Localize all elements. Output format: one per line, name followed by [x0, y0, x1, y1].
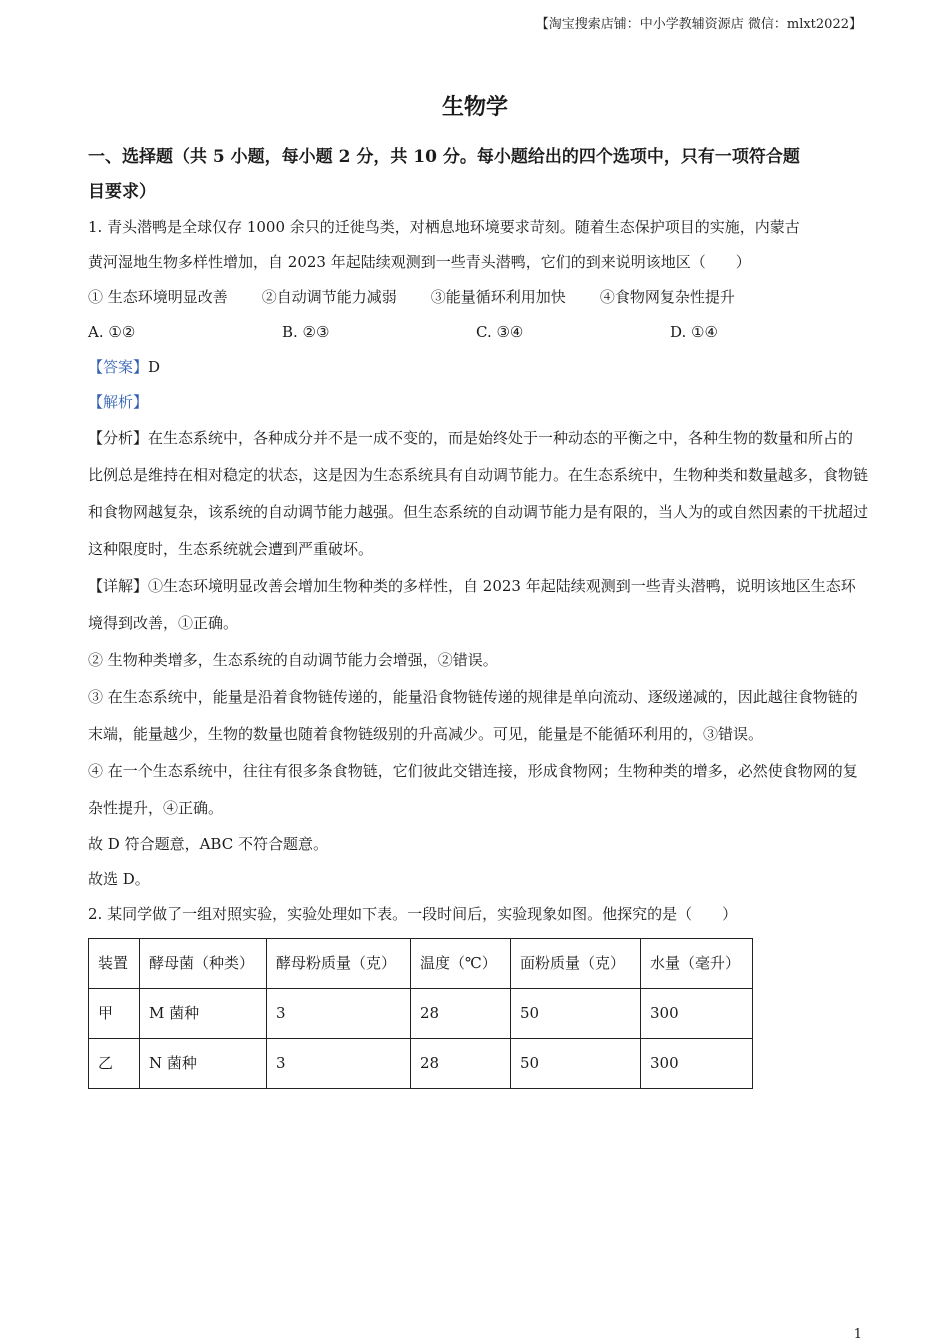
q1-statement: ③能量循环利用加快: [430, 288, 566, 306]
q1-conclusion-1: 故 D 符合题意，ABC 不符合题意。: [88, 835, 328, 853]
q1-xiangjie-2: ② 生物种类增多，生态系统的自动调节能力会增强，②错误。: [88, 651, 498, 669]
q1-xiangjie-3: ③ 在生态系统中，能量是沿着食物链传递的，能量沿食物链传递的规律是单向流动、逐级递减的，因此越往食物链的末端，能量越少，生物的数量也随着食物链级别的升高减少。可见，能量是不能循环利用的，③错误。: [88, 688, 858, 743]
table-header-row: [89, 939, 753, 989]
table-cell: 300: [641, 1039, 753, 1089]
table-cell: 3: [267, 1039, 411, 1089]
section-heading-line2: 目要求）: [88, 182, 156, 202]
q1-statement: ④食物网复杂性提升: [599, 288, 735, 306]
page-title: 生物学: [441, 94, 508, 120]
q1-choice-b: B. ②③: [282, 323, 330, 341]
q2-stem: 2. 某同学做了一组对照实验，实验处理如下表。一段时间后，实验现象如图。他探究的是（ ）: [88, 905, 738, 923]
q1-xiangjie-4: ④ 在一个生态系统中，往往有很多条食物链，它们彼此交错连接，形成食物网；生物种类的增多，必然使食物网的复杂性提升，④正确。: [88, 762, 858, 817]
table-cell: 甲: [89, 989, 140, 1039]
table-header-cell: 水量（毫升）: [641, 939, 753, 989]
table-header-cell: 酵母菌（种类）: [140, 939, 267, 989]
q1-statement: ① 生态环境明显改善: [88, 288, 228, 306]
section-heading-line1: 一、选择题（共 5 小题，每小题 2 分，共 10 分。每小题给出的四个选项中，只有一项符合题: [88, 147, 800, 167]
table-header-cell: 温度（℃）: [411, 939, 511, 989]
table-header-cell: 装置: [89, 939, 140, 989]
table-cell: 28: [411, 989, 511, 1039]
q1-stem-line1: 1. 青头潜鸭是全球仅存 1000 余只的迁徙鸟类，对栖息地环境要求苛刻。随着生态保护项目的实施，内蒙古: [88, 218, 800, 236]
table-cell: M 菌种: [140, 989, 267, 1039]
table-row: [89, 1039, 753, 1089]
q1-fenxi: [88, 420, 868, 568]
q1-xiangjie-1: [88, 568, 868, 642]
header-note: 【淘宝搜索店铺：中小学教辅资源店 微信：mlxt2022】: [535, 17, 862, 32]
fenxi-tag: 【分析】: [88, 429, 149, 447]
answer-tag: 【答案】: [88, 358, 149, 376]
q1-stem-line2: 黄河湿地生物多样性增加，自 2023 年起陆续观测到一些青头潜鸭，它们的到来说明该地区（ ）: [88, 253, 751, 271]
table-cell: 3: [267, 989, 411, 1039]
q1-statements: [88, 280, 868, 315]
table-row: [89, 989, 753, 1039]
q1-choice-d: D. ①④: [670, 323, 718, 341]
q1-conclusion-2: 故选 D。: [88, 870, 150, 888]
table-cell: 300: [641, 989, 753, 1039]
q1-statement: ②自动调节能力减弱: [261, 288, 397, 306]
fenxi-text: 在生态系统中，各种成分并不是一成不变的，而是始终处于一种动态的平衡之中，各种生物的数量和所占的比例总是维持在相对稳定的状态，这是因为生态系统具有自动调节能力。在生态系统中，生物种类和数量越多，食物链和食物网越复杂，该系统的自动调节能力越强。但生态系统的自动调节能力是有限的，当人为的或自然因素的干扰超过这种限度时，生态系统就会遭到严重破坏。: [88, 429, 869, 558]
answer-value: D: [148, 358, 161, 376]
table-cell: N 菌种: [140, 1039, 267, 1089]
analysis-tag: 【解析】: [88, 393, 149, 411]
table-cell: 28: [411, 1039, 511, 1089]
q1-choices: [88, 315, 868, 350]
table-header-cell: 面粉质量（克）: [511, 939, 641, 989]
xiangjie-tag: 【详解】: [88, 577, 149, 595]
document-body: [88, 140, 868, 1089]
q1-choice-c: C. ③④: [476, 323, 524, 341]
page-number: 1: [853, 1327, 862, 1342]
table-cell: 50: [511, 1039, 641, 1089]
table-cell: 50: [511, 989, 641, 1039]
table-cell: 乙: [89, 1039, 140, 1089]
experiment-table: [88, 938, 753, 1089]
q1-answer: [88, 350, 868, 385]
xiangjie-text-1: ①生态环境明显改善会增加生物种类的多样性，自 2023 年起陆续观测到一些青头潜鸭，说明该地区生态环境得到改善，①正确。: [88, 577, 856, 632]
q1-choice-a: A. ①②: [88, 323, 136, 341]
table-header-cell: 酵母粉质量（克）: [267, 939, 411, 989]
